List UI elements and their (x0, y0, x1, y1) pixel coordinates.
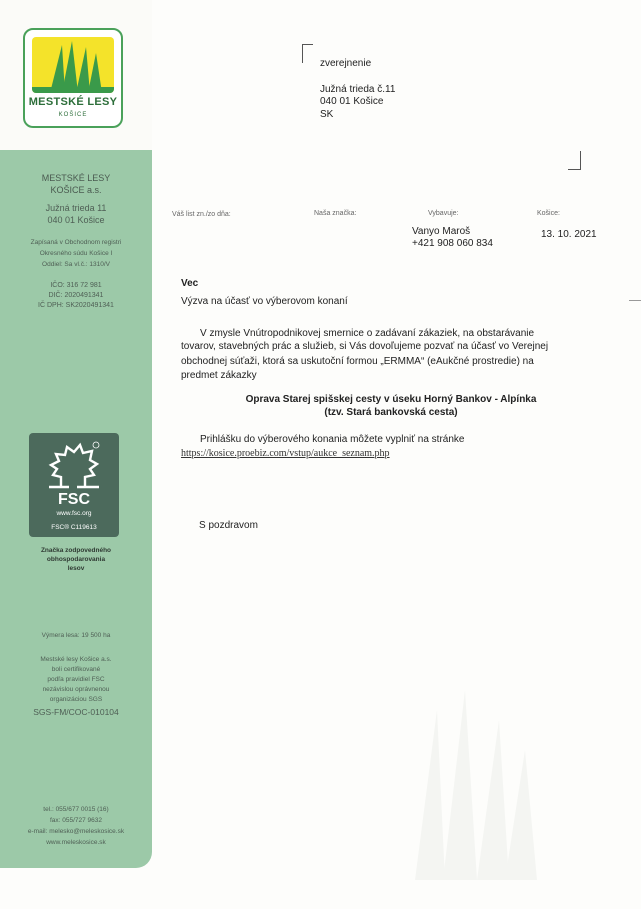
label-handler: Vybavuje: (428, 210, 459, 217)
fsc-web: www.fsc.org (56, 510, 92, 517)
company-name-2: KOŠICE a.s. (50, 185, 102, 195)
label-city: Košice: (537, 210, 560, 217)
logo-trees-icon (32, 37, 114, 93)
fsc-caption-3: lesov (67, 565, 85, 572)
handler-name: Vanyo Maroš (412, 226, 471, 237)
address-bracket-bottom (568, 151, 581, 170)
contact-tel: tel.: 055/677 0015 (16) (43, 806, 109, 813)
letter-date: 13. 10. 2021 (541, 229, 597, 240)
cert-line-2: boli certifikované (51, 666, 101, 673)
ico: IČO: 316 72 981 (50, 282, 102, 289)
sidebar (0, 0, 152, 868)
registry-line-1: Zapísaná v Obchodnom registri (30, 239, 122, 246)
contact-email: e-mail: melesko@meleskosice.sk (27, 828, 125, 835)
watermark-trees-icon (395, 690, 555, 880)
dic: DIČ: 2020491341 (48, 292, 104, 299)
company-name-1: MESTSKÉ LESY (41, 173, 111, 183)
paragraph-1-line-1: V zmysle Vnútropodnikovej smernice o zadávaní zákaziek, na obstarávanie (200, 328, 535, 339)
logo-name: MESTSKÉ LESY (28, 96, 118, 108)
contact-fax: fax: 055/727 9632 (49, 817, 103, 824)
cert-line-1: Mestské lesy Košice a.s. (40, 656, 112, 663)
cert-code: SGS-FM/COC-010104 (33, 707, 119, 717)
closing: S pozdravom (199, 520, 258, 531)
cert-line-4: nezávislou oprávnenou (42, 686, 110, 693)
fsc-caption-2: obhospodarovania (46, 556, 106, 563)
contact-web: www.meleskosice.sk (46, 839, 106, 846)
paragraph-2: Prihlášku do výberového konania môžete vyplniť na stránke (200, 434, 465, 445)
recipient-line-1: zverejnenie (320, 58, 372, 69)
paragraph-1-line-4: predmet zákazky (181, 370, 257, 381)
tender-title-2: (tzv. Stará bankovská cesta) (324, 407, 458, 418)
tender-title-1: Oprava Starej spišskej cesty v úseku Horný Bankov - Alpínka (245, 394, 537, 405)
label-our-ref: Naša značka: (314, 210, 357, 217)
address-bracket-top (302, 44, 313, 63)
label-your-letter: Váš list zn./zo dňa: (172, 211, 231, 218)
cert-line-5: organizáciou SGS (49, 696, 103, 703)
icdph: IČ DPH: SK2020491341 (38, 302, 114, 309)
company-logo (23, 28, 123, 128)
recipient-line-2: Južná trieda č.11 (320, 84, 396, 95)
subject-label: Vec (181, 278, 199, 289)
forest-area: Výmera lesa: 19 500 ha (41, 632, 111, 639)
fsc-code: FSC® C119613 (51, 524, 97, 531)
cert-line-3: podľa pravidiel FSC (47, 676, 105, 683)
fsc-badge (29, 433, 119, 537)
recipient-line-4: SK (320, 109, 334, 120)
tender-link[interactable]: https://kosice.proebiz.com/vstup/aukce_seznam.php (181, 448, 390, 459)
paragraph-1-line-2: tovarov, stavebných prác a služieb, si Vás dovoľujeme pozvať na účasť vo Verejnej (181, 341, 549, 352)
recipient-line-3: 040 01 Košice (320, 96, 384, 107)
fsc-name: FSC (58, 491, 90, 508)
company-postal: 040 01 Košice (47, 215, 105, 225)
company-street: Južná trieda 11 (45, 203, 107, 213)
registry-line-3: Oddiel: Sa vl.č.: 1310/V (42, 261, 110, 268)
handler-phone: +421 908 060 834 (412, 238, 493, 249)
registry-line-2: Okresného súdu Košice I (39, 250, 113, 257)
fsc-tree-icon (47, 441, 101, 491)
fold-mark (629, 300, 641, 301)
logo-city: KOŠICE (58, 112, 88, 118)
fsc-caption-1: Značka zodpovedného (40, 547, 112, 554)
subject: Výzva na účasť vo výberovom konaní (181, 296, 348, 307)
paragraph-1-line-3: obchodnej súťaži, ktorá sa uskutoční formou „ERMMA“ (eAukčné prostredie) na (181, 356, 534, 367)
